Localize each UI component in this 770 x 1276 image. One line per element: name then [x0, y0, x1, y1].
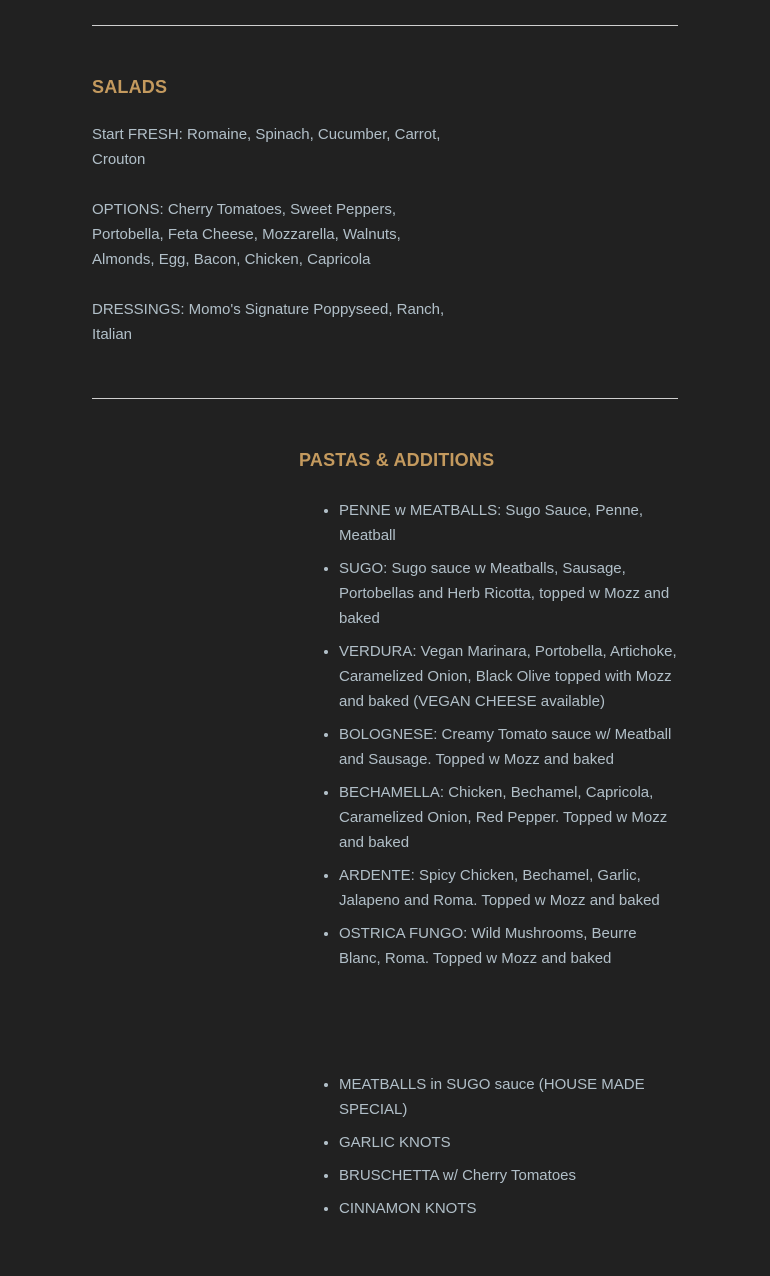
- list-item: MEATBALLS in SUGO sauce (HOUSE MADE SPECIAL): [324, 1072, 678, 1122]
- list-item: SUGO: Sugo sauce w Meatballs, Sausage, Portobellas and Herb Ricotta, topped w Mozz and baked: [324, 556, 678, 631]
- list-item: CINNAMON KNOTS: [324, 1196, 678, 1221]
- salads-dressings-text: DRESSINGS: Momo's Signature Poppyseed, Ranch, Italian: [92, 301, 445, 343]
- list-item: BECHAMELLA: Chicken, Bechamel, Capricola, Caramelized Onion, Red Pepper. Topped w Mozz and baked: [324, 780, 678, 855]
- salads-description: [92, 122, 462, 372]
- salads-heading: SALADS: [92, 77, 168, 97]
- list-item: BOLOGNESE: Creamy Tomato sauce w/ Meatball and Sausage. Topped w Mozz and baked: [324, 722, 678, 772]
- additions-list: [324, 1072, 678, 1229]
- list-item: GARLIC KNOTS: [324, 1130, 678, 1155]
- top-divider: [92, 25, 678, 26]
- pastas-list: [324, 498, 678, 979]
- pastas-heading: PASTAS & ADDITIONS: [299, 450, 495, 470]
- salads-fresh-text: Start FRESH: Romaine, Spinach, Cucumber, Carrot, Crouton: [92, 126, 441, 168]
- section-divider: [92, 398, 678, 399]
- list-item: BRUSCHETTA w/ Cherry Tomatoes: [324, 1163, 678, 1188]
- list-item: OSTRICA FUNGO: Wild Mushrooms, Beurre Blanc, Roma. Topped w Mozz and baked: [324, 921, 678, 971]
- list-item: PENNE w MEATBALLS: Sugo Sauce, Penne, Meatball: [324, 498, 678, 548]
- list-item: VERDURA: Vegan Marinara, Portobella, Artichoke, Caramelized Onion, Black Olive topped with Mozz and baked (VEGAN CHEESE available): [324, 639, 678, 714]
- list-item: ARDENTE: Spicy Chicken, Bechamel, Garlic, Jalapeno and Roma. Topped w Mozz and baked: [324, 863, 678, 913]
- salads-options-text: OPTIONS: Cherry Tomatoes, Sweet Peppers, Portobella, Feta Cheese, Mozzarella, Walnuts, Almonds, Egg, Bacon, Chicken, Capricola: [92, 201, 401, 268]
